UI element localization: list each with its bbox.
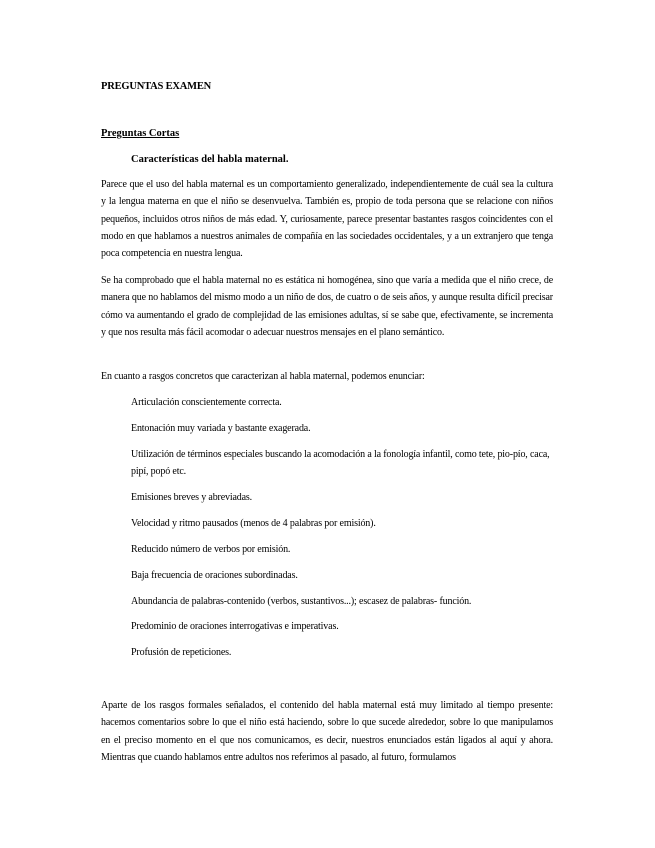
list-item: Articulación conscientemente correcta. bbox=[131, 397, 282, 408]
list-item: Entonación muy variada y bastante exagerada. bbox=[131, 422, 311, 434]
document-title: PREGUNTAS EXAMEN bbox=[101, 81, 212, 92]
paragraph-features-lead: En cuanto a rasgos concretos que caracterizan al habla maternal, podemos enunciar: bbox=[101, 371, 425, 382]
feature-list bbox=[131, 394, 553, 670]
paragraph-intro: Parece que el uso del habla maternal es un comportamiento generalizado, independientemente de cuál sea la cultura y la lengua materna en que el niño se desenvuelva. También es, propio de toda persona que se relacione con niños pequeños, incluidos otros niños de más edad. Y, curiosamente, parece presentar bastantes rasgos coincidentes con el modo en que hablamos a nuestros animales de compañía en las sociedades occidentales, y a un extranjero que tenga poca competencia en nuestra lengua. bbox=[101, 179, 553, 260]
paragraph-content-scope: Aparte de los rasgos formales señalados, el contenido del habla maternal está muy limitado al tiempo presente: hacemos comentarios sobre lo que el niño está haciendo, sobre lo que sucede alrededor, sobre lo que manipulamos en el preciso momento en el que nos comunicamos, es decir, nuestros enunciados están ligados al aquí y ahora. Mientras que cuando hablamos entre adultos nos referimos al pasado, al futuro, formulamos bbox=[101, 700, 553, 763]
section-title: Preguntas Cortas bbox=[101, 128, 180, 139]
list-item: Reducido número de verbos por emisión. bbox=[131, 543, 291, 555]
paragraph-variation: Se ha comprobado que el habla maternal no es estática ni homogénea, sino que varía a medida que el niño crece, de manera que no hablamos del mismo modo a un niño de dos, de cuatro o de seis años, y aunque resulta difícil precisar cómo va aumentando el grado de complejidad de las emisiones adultas, sí se sabe que, efectivamente, se incrementa y que nos resulta más fácil acomodar o adecuar nuestros mensajes en el plano semántico. bbox=[101, 275, 553, 338]
list-item: Predominio de oraciones interrogativas e imperativas. bbox=[131, 621, 339, 633]
list-item: Baja frecuencia de oraciones subordinadas. bbox=[131, 569, 298, 581]
list-item: Profusión de repeticiones. bbox=[131, 647, 232, 659]
list-item: Velocidad y ritmo pausados (menos de 4 palabras por emisión). bbox=[131, 517, 376, 529]
list-item: Abundancia de palabras-contenido (verbos, sustantivos...); escasez de palabras- función. bbox=[131, 595, 472, 607]
list-item: Utilización de términos especiales buscando la acomodación a la fonología infantil, como tete, pio-pío, caca, pipí, popó etc. bbox=[131, 448, 550, 478]
subsection-title: Características del habla maternal. bbox=[131, 154, 289, 165]
list-item: Emisiones breves y abreviadas. bbox=[131, 491, 253, 503]
